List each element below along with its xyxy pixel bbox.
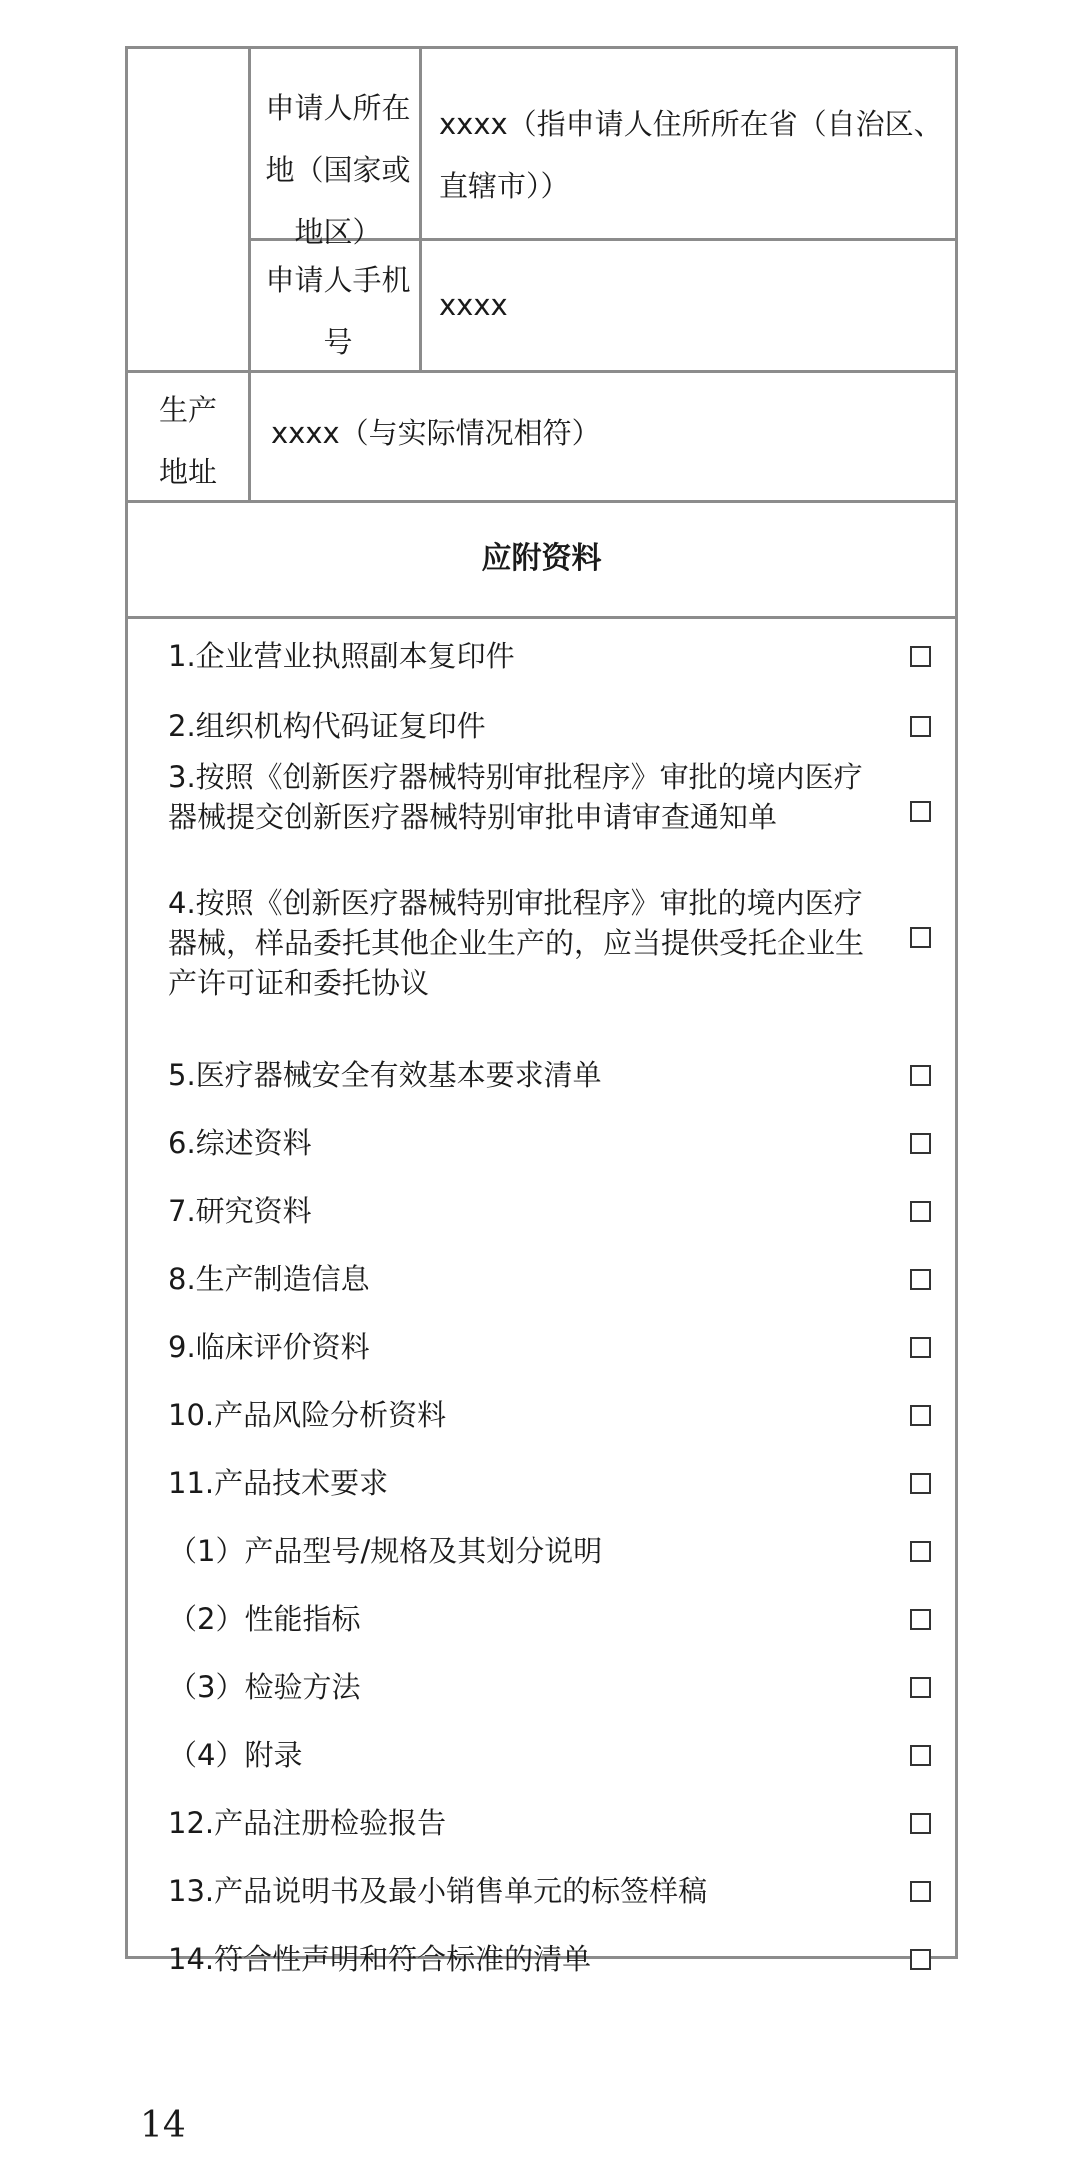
attachment-label: 5.医疗器械安全有效基本要求清单 xyxy=(168,1058,602,1092)
attachment-item-2 xyxy=(168,706,955,746)
column-divider-left xyxy=(248,49,251,370)
attachment-item-10 xyxy=(168,1395,955,1435)
attachment-label: 2.组织机构代码证复印件 xyxy=(168,709,486,743)
attachment-item-11 xyxy=(168,1463,955,1503)
checkbox-10[interactable] xyxy=(910,1405,931,1426)
applicant-phone-label: 申请人手机号 xyxy=(265,263,411,359)
checkbox-11[interactable] xyxy=(910,1473,931,1494)
attachment-item-8 xyxy=(168,1259,955,1299)
checkbox-4[interactable] xyxy=(910,927,931,948)
attachment-item-14 xyxy=(168,1939,955,1979)
attachment-label: 14.符合性声明和符合标准的清单 xyxy=(168,1942,592,1976)
attachment-label: 11.产品技术要求 xyxy=(168,1466,389,1500)
attachment-label: 8.生产制造信息 xyxy=(168,1262,370,1296)
applicant-location-label: 申请人所在地（国家或地区） xyxy=(265,91,411,249)
attachment-item-11-1 xyxy=(168,1531,955,1571)
attachment-item-11-2 xyxy=(168,1599,955,1639)
attachment-item-3 xyxy=(168,757,955,837)
checkbox-11-2[interactable] xyxy=(910,1609,931,1630)
checkbox-9[interactable] xyxy=(910,1337,931,1358)
application-form-table xyxy=(125,46,958,1976)
production-address-value: xxxx（与实际情况相符） xyxy=(271,416,601,450)
attachment-label: （4）附录 xyxy=(168,1738,303,1772)
checkbox-5[interactable] xyxy=(910,1065,931,1086)
checkbox-3[interactable] xyxy=(910,801,931,822)
column-divider-address xyxy=(248,370,251,500)
attachment-item-5 xyxy=(168,1055,955,1095)
applicant-phone-value: xxxx xyxy=(439,288,508,322)
attachment-label: 1.企业营业执照副本复印件 xyxy=(168,639,515,673)
checkbox-1[interactable] xyxy=(910,646,931,667)
attachment-label: 3.按照《创新医疗器械特别审批程序》审批的境内医疗器械提交创新医疗器械特别审批申请审查通知单 xyxy=(168,760,863,834)
attachment-item-13 xyxy=(168,1871,955,1911)
column-divider-right xyxy=(419,49,422,370)
attachment-label: （1）产品型号/规格及其划分说明 xyxy=(168,1534,603,1568)
row-divider-title xyxy=(128,500,955,503)
page-number: 14 xyxy=(140,2105,186,2146)
attachment-item-11-3 xyxy=(168,1667,955,1707)
checkbox-11-3[interactable] xyxy=(910,1677,931,1698)
attachment-label: 4.按照《创新医疗器械特别审批程序》审批的境内医疗器械，样品委托其他企业生产的，应当提供受托企业生产许可证和委托协议 xyxy=(168,886,865,1000)
checkbox-2[interactable] xyxy=(910,716,931,737)
row-divider-items xyxy=(128,616,955,619)
checkbox-6[interactable] xyxy=(910,1133,931,1154)
attachment-label: 13.产品说明书及最小销售单元的标签样稿 xyxy=(168,1874,708,1908)
production-address-label: 生产地址 xyxy=(158,393,217,489)
checkbox-11-4[interactable] xyxy=(910,1745,931,1766)
attachment-item-12 xyxy=(168,1803,955,1843)
attachment-label: 6.综述资料 xyxy=(168,1126,312,1160)
row-divider-address xyxy=(128,370,955,373)
attachment-label: （2）性能指标 xyxy=(168,1602,361,1636)
attachment-item-6 xyxy=(168,1123,955,1163)
checkbox-11-1[interactable] xyxy=(910,1541,931,1562)
checkbox-12[interactable] xyxy=(910,1813,931,1834)
checkbox-8[interactable] xyxy=(910,1269,931,1290)
applicant-location-value: xxxx（指申请人住所所在省（自治区、直辖市）） xyxy=(439,107,943,203)
attachment-item-1 xyxy=(168,636,955,676)
attachment-label: 9.临床评价资料 xyxy=(168,1330,370,1364)
attachment-label: （3）检验方法 xyxy=(168,1670,361,1704)
attachment-label: 12.产品注册检验报告 xyxy=(168,1806,447,1840)
checkbox-7[interactable] xyxy=(910,1201,931,1222)
attachments-title: 应附资料 xyxy=(481,541,602,576)
checkbox-14[interactable] xyxy=(910,1949,931,1970)
attachment-item-4 xyxy=(168,883,955,1003)
checkbox-13[interactable] xyxy=(910,1881,931,1902)
attachment-label: 10.产品风险分析资料 xyxy=(168,1398,447,1432)
attachment-item-11-4 xyxy=(168,1735,955,1775)
attachment-label: 7.研究资料 xyxy=(168,1194,312,1228)
attachment-item-7 xyxy=(168,1191,955,1231)
attachment-item-9 xyxy=(168,1327,955,1367)
